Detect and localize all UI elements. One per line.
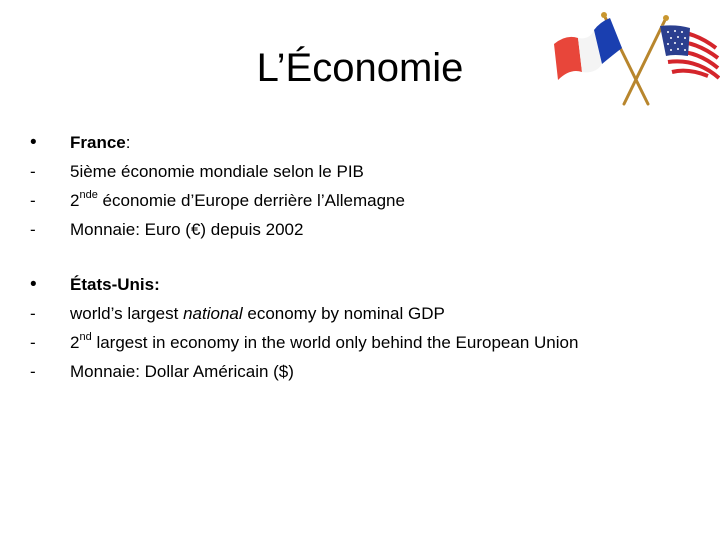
france-flag-icon — [554, 12, 648, 104]
list-item-text: Monnaie: Dollar Américain ($) — [70, 362, 294, 381]
slide-title: L’Économie — [256, 46, 464, 90]
france-heading-label: France — [70, 133, 126, 152]
list-item-before: world’s largest — [70, 304, 184, 323]
dash-marker: - — [30, 362, 36, 381]
dash-marker: - — [30, 191, 36, 210]
list-item-text: Monnaie: Euro (€) depuis 2002 — [70, 220, 304, 239]
dash-marker: - — [30, 333, 36, 352]
list-item — [0, 186, 720, 215]
list-item — [0, 215, 720, 244]
dash-marker: - — [30, 220, 36, 239]
usa-heading-row — [0, 270, 720, 299]
france-section — [0, 128, 720, 244]
dash-marker: - — [30, 162, 36, 181]
france-heading-colon: : — [125, 133, 131, 152]
ordinal-number: 2 — [70, 333, 80, 352]
list-item — [0, 299, 720, 328]
list-item-text — [70, 186, 405, 215]
list-item — [0, 328, 720, 357]
dash-marker: - — [30, 304, 36, 323]
list-item-text — [70, 299, 445, 328]
france-flag-red-stripe — [554, 37, 582, 80]
ordinal-suffix: nde — [79, 189, 98, 202]
crossed-flags-icon — [548, 12, 720, 108]
usa-flag-icon — [624, 15, 720, 104]
list-item-after: economy by nominal GDP — [242, 304, 445, 323]
bullet-marker: • — [30, 132, 37, 153]
france-heading — [70, 128, 130, 157]
list-item-text: 5ième économie mondiale selon le PIB — [70, 162, 364, 181]
emphasis-national: national — [183, 304, 243, 323]
list-item-rest: économie d’Europe derrière l’Allemagne — [97, 191, 405, 210]
france-heading-row — [0, 128, 720, 157]
ordinal-suffix: nd — [79, 331, 92, 344]
usa-section — [0, 270, 720, 386]
bullet-marker: • — [30, 274, 37, 295]
list-item — [0, 357, 720, 386]
usa-heading: États-Unis: — [70, 275, 160, 294]
ordinal-number: 2 — [70, 191, 80, 210]
list-item-rest: largest in economy in the world only behind the European Union — [91, 333, 579, 352]
list-item — [0, 157, 720, 186]
usa-flag-canton — [660, 25, 690, 56]
list-item-text — [70, 328, 578, 357]
